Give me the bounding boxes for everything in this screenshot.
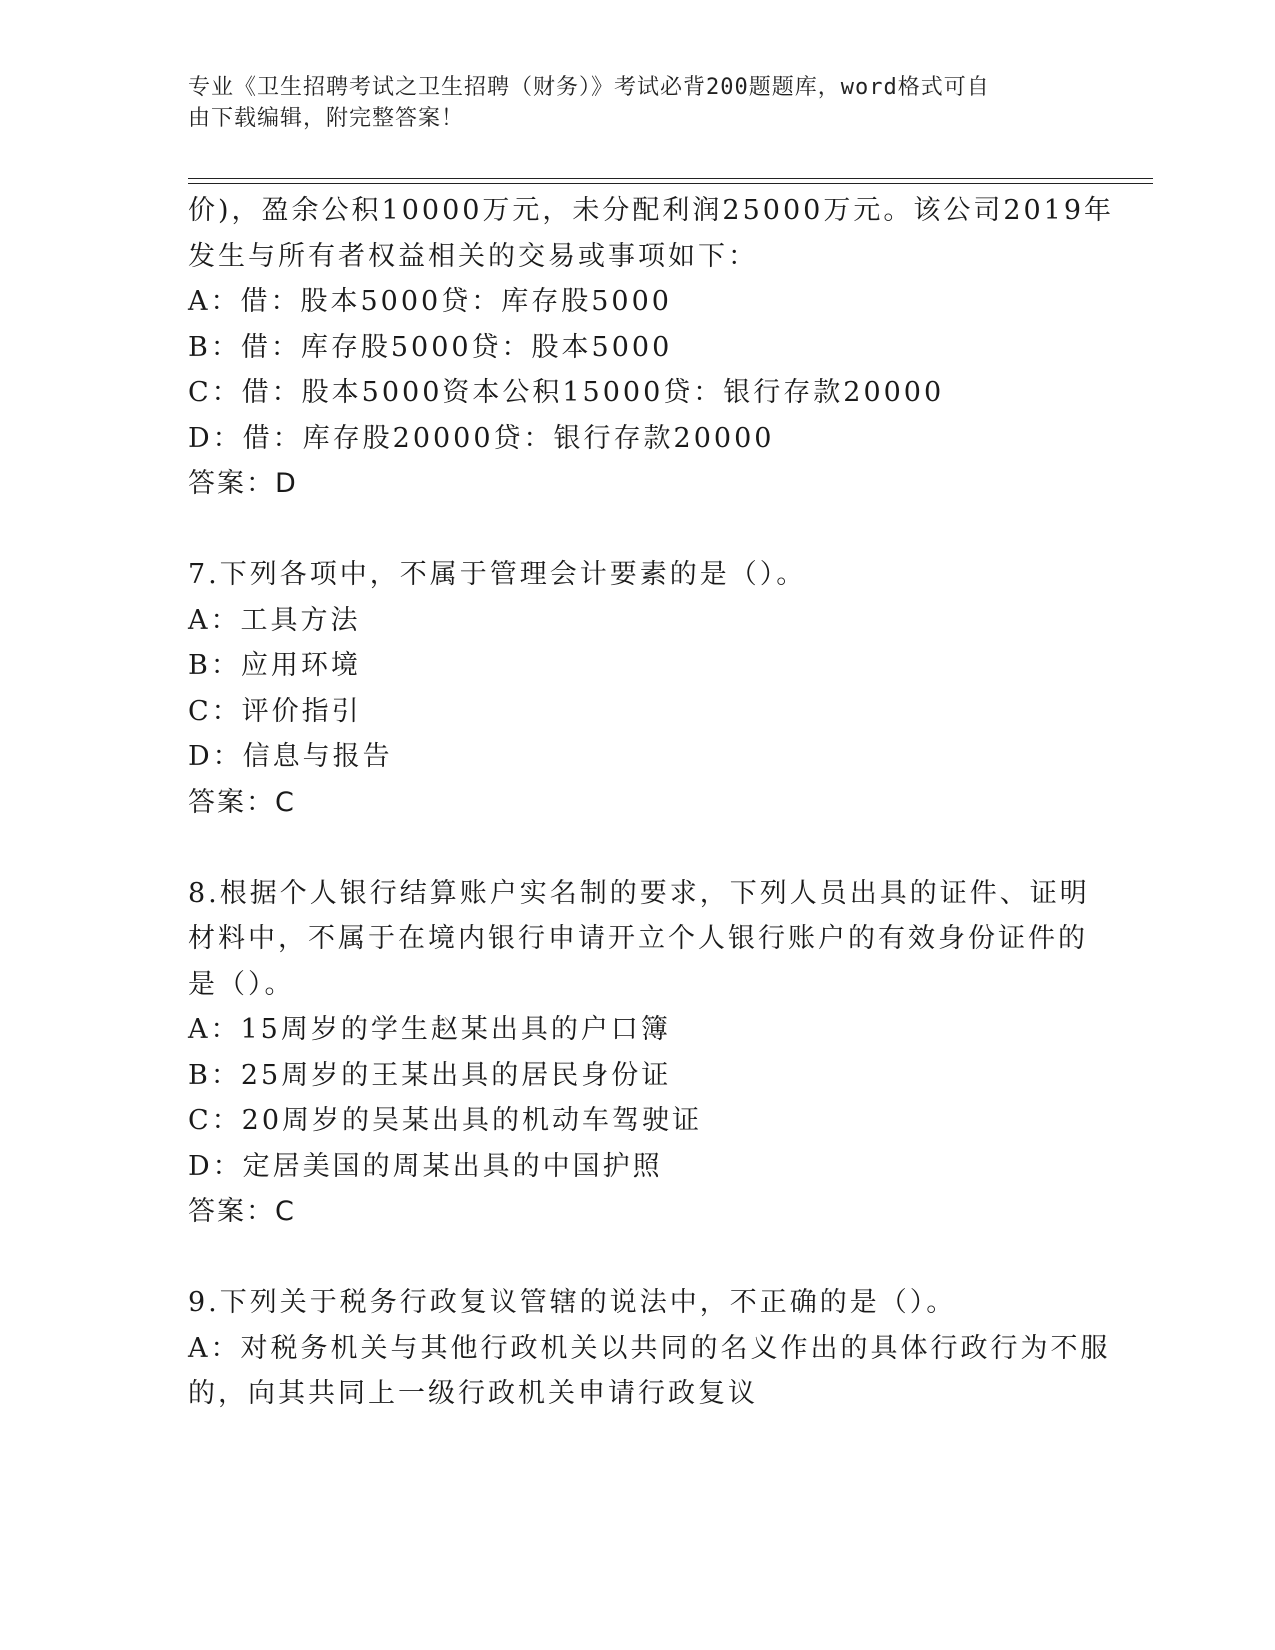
question-content <box>188 188 1115 1417</box>
spacer <box>188 507 1088 553</box>
question-6-answer: 答案：D <box>188 468 298 499</box>
question-9 <box>188 1280 1111 1417</box>
question-8-option-a: A：15周岁的学生赵某出具的户口簿 <box>188 1014 671 1045</box>
question-8-stem-line-1: 8.根据个人银行结算账户实名制的要求，下列人员出具的证件、证明 <box>188 877 1090 909</box>
question-8-option-c: C：20周岁的吴某出具的机动车驾驶证 <box>188 1105 703 1136</box>
spacer <box>188 825 1088 871</box>
question-7-option-c: C：评价指引 <box>188 695 362 727</box>
question-7-answer: 答案：C <box>188 786 296 818</box>
question-8-stem-line-2: 材料中，不属于在境内银行申请开立个人银行账户的有效身份证件的 <box>188 923 1088 954</box>
question-6-option-d: D：借：库存股20000贷：银行存款20000 <box>188 422 775 454</box>
question-7-stem: 7.下列各项中，不属于管理会计要素的是（）。 <box>188 559 807 590</box>
page-header <box>188 72 1068 134</box>
question-6-option-c: C：借：股本5000资本公积15000贷：银行存款20000 <box>188 377 945 408</box>
header-divider-top <box>188 178 1153 179</box>
question-8 <box>188 871 1088 1235</box>
question-6-stem-line-1: 价)，盈余公积10000万元，未分配利润25000万元。该公司2019年 <box>188 195 1115 226</box>
question-7-option-b: B：应用环境 <box>188 650 361 681</box>
question-6-option-b: B：借：库存股5000贷：股本5000 <box>188 331 673 363</box>
question-8-answer: 答案：C <box>188 1196 296 1227</box>
question-8-option-d: D：定居美国的周某出具的中国护照 <box>188 1150 663 1182</box>
header-title-line-1: 专业《卫生招聘考试之卫生招聘（财务）》考试必背200题题库，word格式可自 <box>188 75 990 100</box>
question-9-option-a-line-2: 的，向其共同上一级行政机关申请行政复议 <box>188 1378 758 1409</box>
question-8-option-b: B：25周岁的王某出具的居民身份证 <box>188 1059 672 1091</box>
question-9-option-a-line-1: A：对税务机关与其他行政机关以共同的名义作出的具体行政行为不服 <box>188 1332 1111 1364</box>
question-7 <box>188 552 1088 825</box>
question-8-stem-line-3: 是（）。 <box>188 968 295 1000</box>
question-6 <box>188 188 1115 507</box>
header-divider-bottom <box>188 183 1153 184</box>
question-6-option-a: A：借：股本5000贷：库存股5000 <box>188 286 672 317</box>
question-7-option-d: D：信息与报告 <box>188 741 393 772</box>
spacer <box>188 1235 1088 1281</box>
question-7-option-a: A：工具方法 <box>188 604 361 636</box>
header-title-line-2: 由下载编辑，附完整答案！ <box>188 106 465 131</box>
question-6-stem-line-2: 发生与所有者权益相关的交易或事项如下： <box>188 240 758 272</box>
question-9-stem: 9.下列关于税务行政复议管辖的说法中，不正确的是（）。 <box>188 1287 957 1318</box>
